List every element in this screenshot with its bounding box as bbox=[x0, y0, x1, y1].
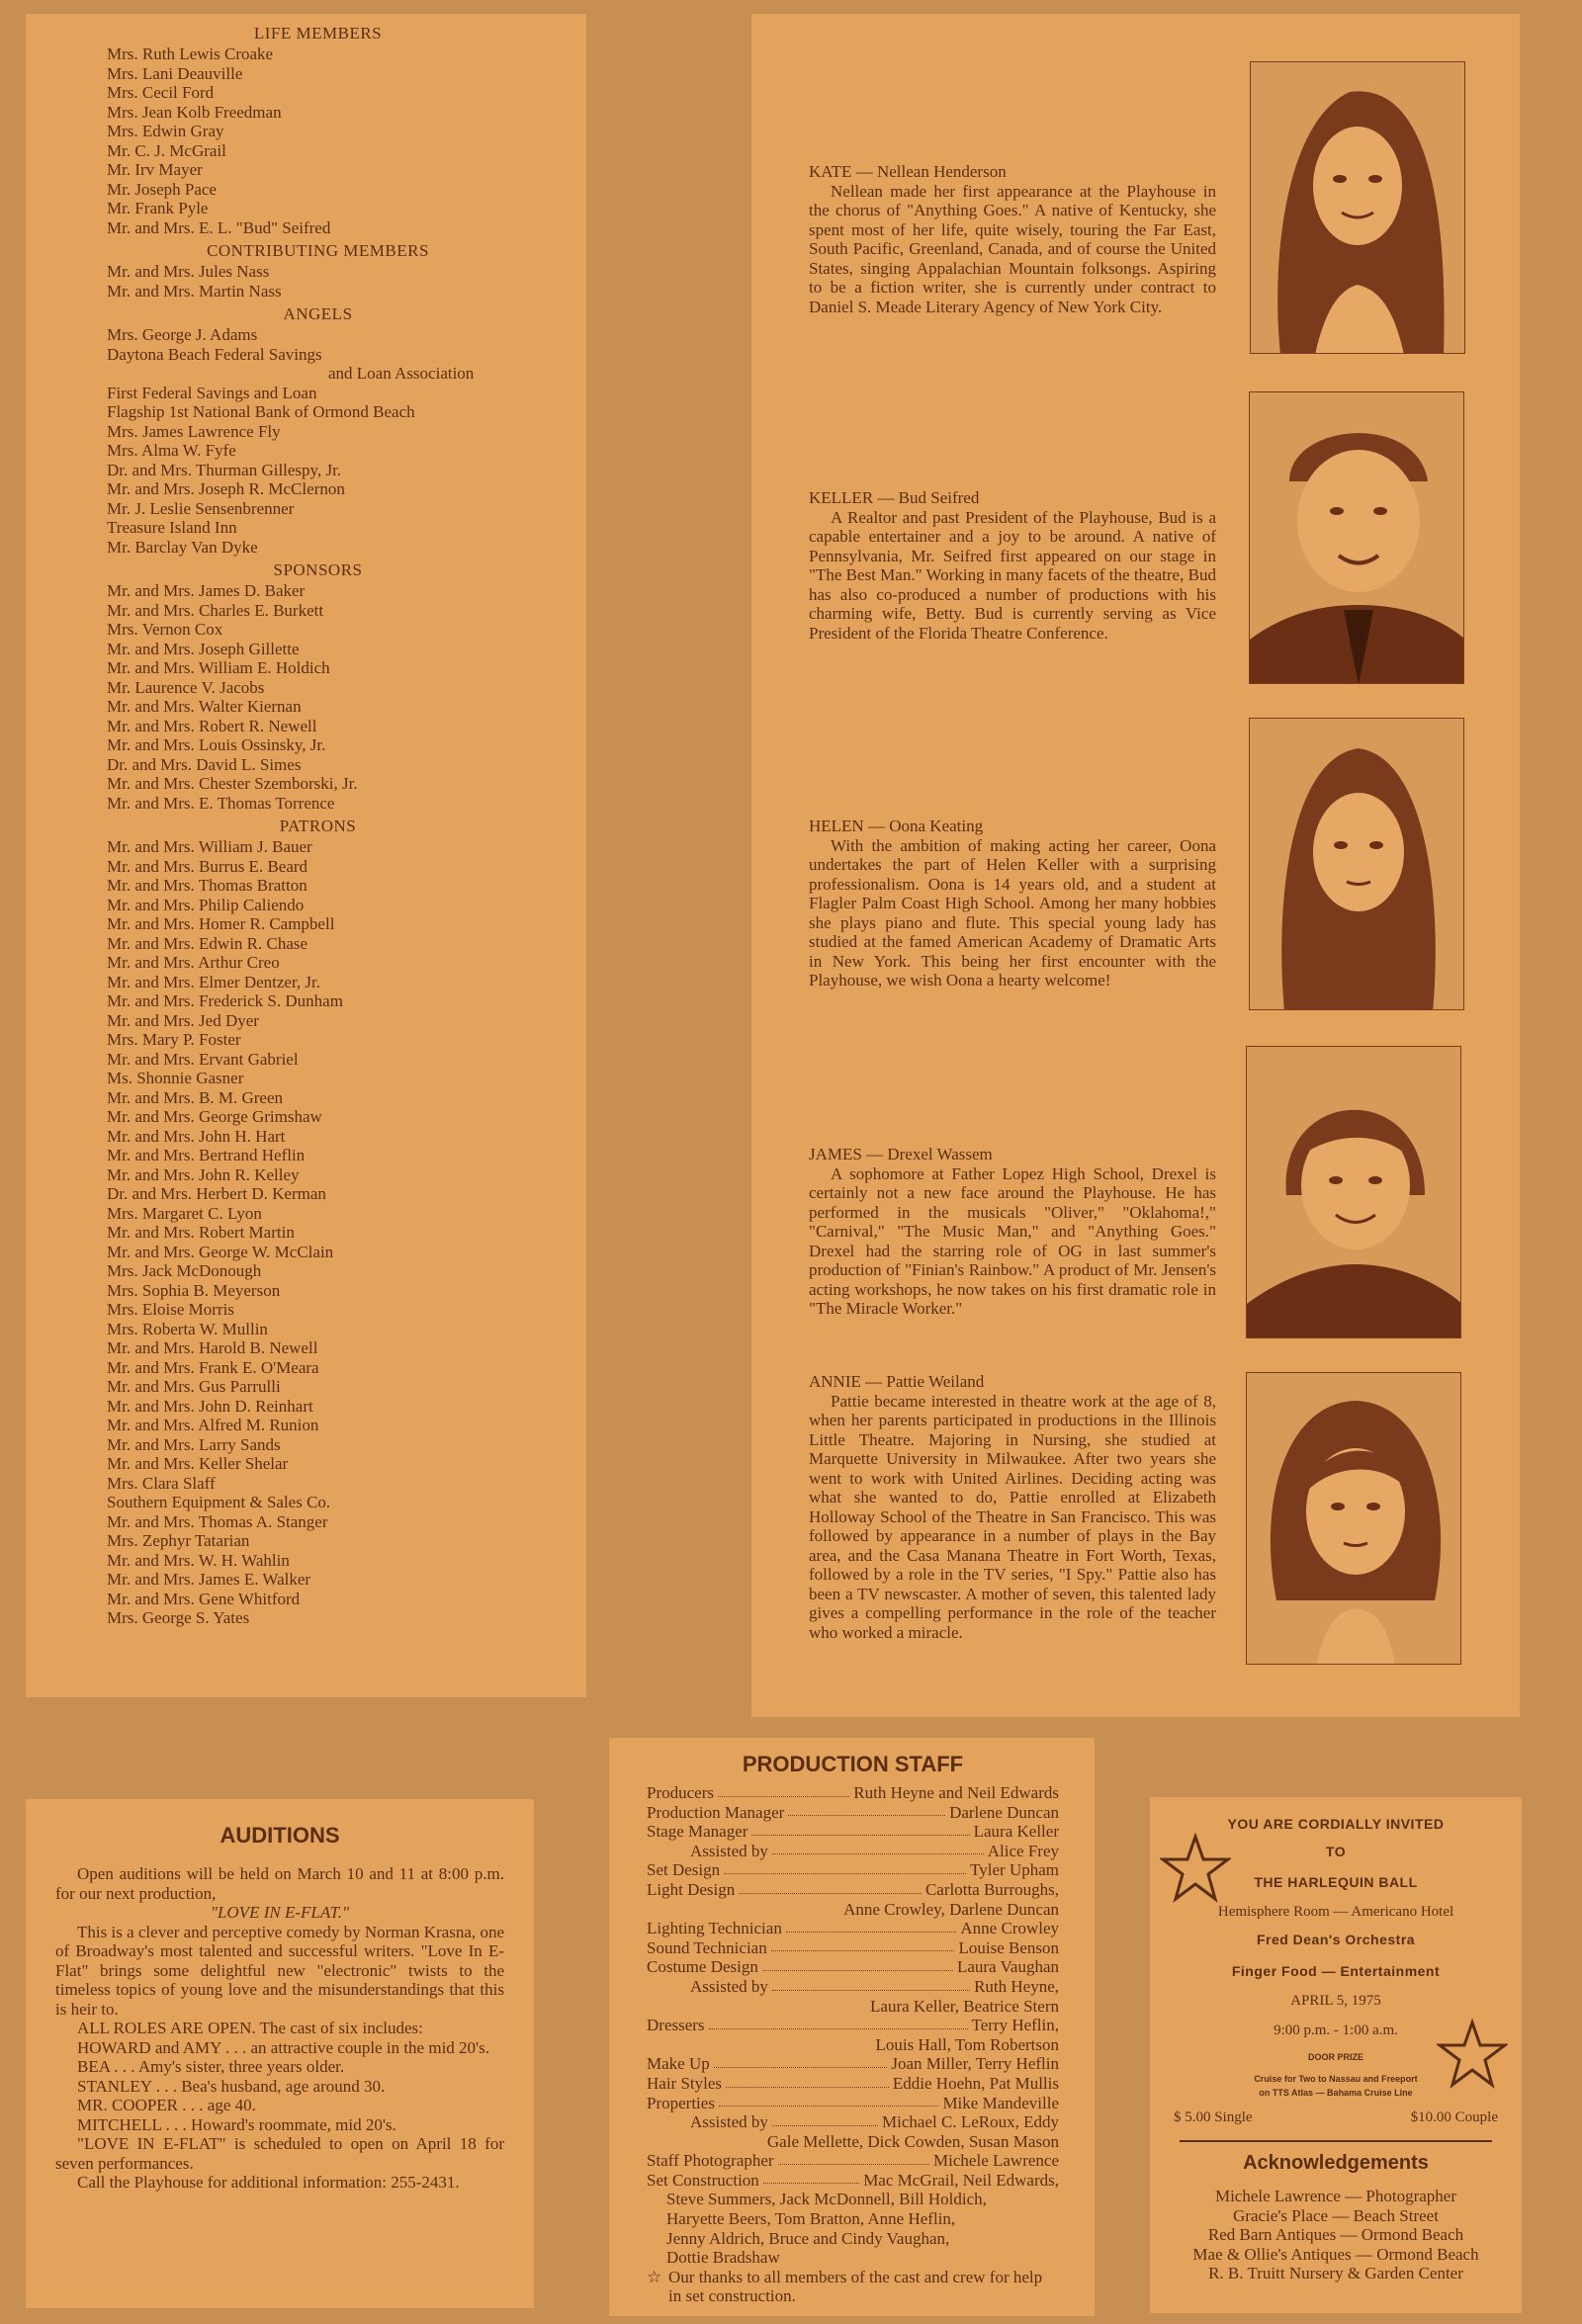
cast-actor: Oona Keating bbox=[889, 817, 984, 835]
member-name: Mr. and Mrs. John R. Kelley bbox=[107, 1164, 300, 1184]
member-name: Mrs. Lani Deauville bbox=[107, 63, 243, 83]
invite-event-name: THE HARLEQUIN BALL bbox=[1254, 1874, 1418, 1890]
dot-leader bbox=[714, 2054, 888, 2068]
member-name: Treasure Island Inn bbox=[107, 518, 237, 537]
member-name: Mrs. Clara Slaff bbox=[107, 1473, 216, 1493]
invite-food: Finger Food — Entertainment bbox=[1231, 1963, 1441, 1979]
dot-leader bbox=[772, 1842, 984, 1855]
cast-bio: Pattie became interested in theatre work at the age of 8, when her parents participated in productions in the Illinois Little Theatre. Majoring in Nursing, she studied at Marquette University in Milwaukee. After two years she went to work with United Airlines. Deciding acting was what she wanted to do, Pattie enrolled at Elizabeth Holloway School of the Theatre in San Francisco. This was followed by appearance in a number of plays in the Bay area, and the Casa Manana Theatre in Fort Worth, Texas, followed by a role in the TV series, "I Spy." Pattie also has been a TV newscaster. A mother of seven, this talented lady gives a compelling performance in the role of the teacher who worked a miracle. bbox=[809, 1391, 1216, 1642]
member-name: Mr. and Mrs. Charles E. Burkett bbox=[107, 600, 324, 620]
member-name: Mrs. Mary P. Foster bbox=[107, 1030, 241, 1049]
member-name: First Federal Savings and Loan bbox=[107, 383, 317, 402]
staff-names: Mac McGrail, Neil Edwards, bbox=[863, 2170, 1059, 2190]
staff-names-continued: Dottie Bradshaw bbox=[666, 2248, 780, 2268]
member-name: Southern Equipment & Sales Co. bbox=[107, 1493, 331, 1511]
staff-row bbox=[647, 1938, 1059, 1958]
staff-row bbox=[647, 1842, 1059, 1861]
staff-thanks-text: Our thanks to all members of the cast and crew for help in set construction. bbox=[668, 2267, 1043, 2306]
cast-entry-keller: KELLER — Bud Seifred A Realtor and past President of the Playhouse, Bud is a capable entertainer and a joy to be around. A native of Pennsylvania, Mr. Seifred first appeared on our stage in "The Best Man." Working in many facets of the theatre, Bud has also co-produced a number of productions with his charming wife, Betty. Bud is currently serving as Vice President of the Florida Theatre Conference. bbox=[809, 488, 1216, 643]
cast-role: HELEN bbox=[809, 817, 864, 835]
staff-names-continued: Haryette Beers, Tom Bratton, Anne Heflin, bbox=[666, 2209, 956, 2229]
invite-date: APRIL 5, 1975 bbox=[1290, 1993, 1381, 2009]
staff-names: Darlene Duncan bbox=[949, 1802, 1059, 1822]
cast-entry-james: JAMES — Drexel Wassem A sophomore at Father Lopez High School, Drexel is certainly not a new face around the Playhouse. He has performed in the musicals "Oliver," "Oklahoma!," "Carnival," "The Music Man," and "Anything Goes." Drexel had the starring role of OG in last summer's production of "Finian's Rainbow." A product of Mr. Jensen's acting workshops, he now takes on his first dramatic role in "The Miracle Worker." bbox=[809, 1145, 1216, 1318]
staff-names-continued: Steve Summers, Jack McDonnell, Bill Holdich, bbox=[666, 2190, 987, 2209]
section-title: SPONSORS bbox=[273, 560, 363, 579]
member-name: and Loan Association bbox=[328, 364, 475, 383]
member-name: Mr. J. Leslie Sensenbrenner bbox=[107, 498, 295, 518]
staff-thanks bbox=[647, 2268, 1059, 2306]
auditions-play-title: "LOVE IN E-FLAT." bbox=[210, 1903, 350, 1922]
production-staff-panel bbox=[609, 1738, 1095, 2316]
dot-leader bbox=[762, 1957, 953, 1971]
staff-names: Carlotta Burroughs, bbox=[924, 1879, 1059, 1899]
member-name: Mr. and Mrs. B. M. Green bbox=[107, 1087, 284, 1107]
auditions-panel bbox=[26, 1799, 534, 2308]
auditions-schedule: "LOVE IN E-FLAT" is scheduled to open on April 18 for seven performances. bbox=[55, 2134, 504, 2173]
portrait-image bbox=[1250, 719, 1464, 1010]
star-bullet-icon: ☆ bbox=[647, 2267, 662, 2286]
member-name: Mr. and Mrs. Martin Nass bbox=[107, 281, 282, 301]
invite-venue: Hemisphere Room — Americano Hotel bbox=[1217, 1904, 1454, 1920]
auditions-contact: Call the Playhouse for additional information: 255-2431. bbox=[77, 2173, 460, 2192]
member-name: Mr. and Mrs. Harold B. Newell bbox=[107, 1338, 318, 1357]
dot-leader bbox=[751, 1822, 969, 1836]
staff-names-continued: Gale Mellette, Dick Cowden, Susan Mason bbox=[766, 2131, 1059, 2151]
staff-row bbox=[647, 2112, 1059, 2132]
portrait-image bbox=[1247, 1047, 1461, 1338]
acknowledgement-item: Mae & Ollie's Antiques — Ormond Beach bbox=[1192, 2244, 1479, 2264]
member-name: Mrs. Ruth Lewis Croake bbox=[107, 44, 274, 63]
dot-leader bbox=[718, 1783, 849, 1797]
member-name: Mrs. James Lawrence Fly bbox=[107, 421, 281, 441]
auditions-title: AUDITIONS bbox=[220, 1823, 340, 1848]
staff-role: Dressers bbox=[647, 2016, 705, 2035]
member-name: Mr. and Mrs. John D. Reinhart bbox=[107, 1396, 313, 1416]
staff-role: Set Construction bbox=[647, 2170, 759, 2190]
section-title: CONTRIBUTING MEMBERS bbox=[207, 241, 429, 260]
staff-role: Make Up bbox=[647, 2054, 710, 2074]
staff-names-continued: Laura Keller, Beatrice Stern bbox=[870, 1996, 1059, 2016]
dot-leader bbox=[772, 2112, 878, 2126]
audition-role: BEA . . . Amy's sister, three years older. bbox=[77, 2057, 345, 2076]
dot-leader bbox=[726, 2074, 889, 2088]
actor-photo-keller bbox=[1249, 391, 1464, 684]
dot-leader bbox=[778, 2151, 929, 2165]
staff-row bbox=[647, 1860, 1059, 1880]
dot-leader bbox=[724, 1860, 966, 1874]
staff-title: PRODUCTION STAFF bbox=[742, 1752, 964, 1776]
door-prize-line-2: on TTS Atlas — Bahama Cruise Line bbox=[1259, 2088, 1413, 2098]
member-name: Mr. Laurence V. Jacobs bbox=[107, 677, 265, 697]
member-name: Mr. and Mrs. Ervant Gabriel bbox=[107, 1049, 299, 1069]
auditions-description: This is a clever and perceptive comedy by Norman Krasna, one of Broadway's most talented and successful writers. "Love In E-Flat" brings some delightful new "electronic" twists to the timeless topics of young love and the misunderstandings that this is heir to. bbox=[55, 1922, 504, 2019]
staff-role: Assisted by bbox=[690, 2112, 768, 2132]
member-name: Mrs. Jack McDonough bbox=[107, 1261, 262, 1280]
audition-role: MR. COOPER . . . age 40. bbox=[77, 2096, 256, 2114]
member-name: Mr. and Mrs. Robert R. Newell bbox=[107, 716, 317, 735]
member-name: Mrs. Vernon Cox bbox=[107, 620, 223, 639]
member-name: Mr. and Mrs. Joseph Gillette bbox=[107, 639, 300, 658]
cast-entry-annie: ANNIE — Pattie Weiland Pattie became interested in theatre work at the age of 8, when her parents participated in productions in the Illinois Little Theatre. Majoring in Nursing, she studied at Marquette University in Milwaukee. After two years she went to work with United Airlines. Deciding acting was what she wanted to do, Pattie enrolled at Elizabeth Holloway School of the Theatre in San Francisco. This was followed by appearance in a number of plays in the Bay area, and the Casa Manana Theatre in Fort Worth, Texas, followed by a role in the TV series, "I Spy." Pattie also has been a TV newscaster. A mother of seven, this talented lady gives a compelling performance in the role of the teacher who worked a miracle. bbox=[809, 1372, 1216, 1642]
member-name: Mr. and Mrs. James D. Baker bbox=[107, 581, 306, 600]
acknowledgement-item: Red Barn Antiques — Ormond Beach bbox=[1207, 2225, 1464, 2244]
cast-actor: Bud Seifred bbox=[898, 488, 980, 507]
member-name: Mrs. Eloise Morris bbox=[107, 1300, 234, 1319]
member-name: Mr. and Mrs. Chester Szemborski, Jr. bbox=[107, 774, 358, 793]
staff-row bbox=[647, 1783, 1059, 1803]
staff-role: Set Design bbox=[647, 1860, 721, 1880]
cast-role: KATE bbox=[809, 162, 852, 181]
dot-leader bbox=[772, 1977, 970, 1991]
dot-leader bbox=[771, 1938, 955, 1952]
portrait-image bbox=[1251, 62, 1465, 354]
acknowledgement-item: Gracie's Place — Beach Street bbox=[1233, 2205, 1439, 2225]
staff-row bbox=[647, 2054, 1059, 2074]
member-name: Mrs. George S. Yates bbox=[107, 1608, 250, 1627]
member-name: Mr. and Mrs. Jules Nass bbox=[107, 262, 270, 281]
portrait-image bbox=[1250, 392, 1464, 684]
invite-time: 9:00 p.m. - 1:00 a.m. bbox=[1274, 2023, 1398, 2038]
member-name: Mr. and Mrs. Edwin R. Chase bbox=[107, 933, 308, 953]
staff-names: Laura Vaughan bbox=[956, 1957, 1059, 1977]
member-name: Mrs. George J. Adams bbox=[107, 325, 258, 344]
members-panel bbox=[26, 14, 586, 1697]
acknowledgements-list bbox=[1170, 2187, 1502, 2283]
staff-row bbox=[647, 1977, 1059, 1997]
divider bbox=[1180, 2140, 1492, 2142]
member-name: Mr. and Mrs. Frederick S. Dunham bbox=[107, 991, 343, 1010]
staff-names-continued: Jenny Aldrich, Bruce and Cindy Vaughan, bbox=[666, 2228, 950, 2248]
member-name: Mr. and Mrs. Philip Caliendo bbox=[107, 895, 305, 914]
acknowledgements-title: Acknowledgements bbox=[1243, 2152, 1429, 2174]
member-name: Mr. and Mrs. W. H. Wahlin bbox=[107, 1550, 290, 1570]
cast-bio: With the ambition of making acting her career, Oona undertakes the part of Helen Keller with a surprising professionalism. Oona is 14 years old, and a student at Flagler Palm Coast High School. Among her many hobbies she plays piano and flute. This special young lady has studied at the famed American Academy of Dramatic Arts in New York. This being her first encounter with the Playhouse, we wish Oona a hearty welcome! bbox=[809, 835, 1216, 990]
staff-row bbox=[647, 2151, 1059, 2171]
member-name: Mr. and Mrs. Gene Whitford bbox=[107, 1589, 301, 1608]
auditions-open-roles: ALL ROLES ARE OPEN. The cast of six includes: bbox=[77, 2019, 423, 2037]
dot-leader bbox=[719, 2094, 939, 2108]
staff-role: Light Design bbox=[647, 1879, 736, 1899]
staff-row bbox=[647, 1880, 1059, 1900]
member-name: Mrs. Cecil Ford bbox=[107, 83, 215, 102]
member-name: Mrs. Zephyr Tatarian bbox=[107, 1531, 250, 1550]
staff-names: Michele Lawrence bbox=[933, 2151, 1059, 2171]
staff-role: Lighting Technician bbox=[647, 1919, 782, 1938]
member-name: Mr. Frank Pyle bbox=[107, 199, 209, 217]
dot-leader bbox=[788, 1803, 945, 1817]
staff-role: Sound Technician bbox=[647, 1937, 767, 1957]
staff-row bbox=[647, 1957, 1059, 1977]
cast-role: JAMES bbox=[809, 1145, 862, 1163]
member-name: Mr. and Mrs. Elmer Dentzer, Jr. bbox=[107, 972, 321, 991]
member-name: Mr. Barclay Van Dyke bbox=[107, 537, 258, 557]
member-name: Mr. and Mrs. Thomas Bratton bbox=[107, 876, 308, 895]
audition-role: MITCHELL . . . Howard's roommate, mid 20's. bbox=[77, 2114, 396, 2134]
actor-photo-kate bbox=[1250, 61, 1465, 354]
member-name: Dr. and Mrs. Herbert D. Kerman bbox=[107, 1184, 326, 1203]
member-name: Mr. and Mrs. John H. Hart bbox=[107, 1126, 286, 1146]
staff-role: Costume Design bbox=[647, 1957, 758, 1977]
member-name: Mrs. Jean Kolb Freedman bbox=[107, 102, 282, 122]
dot-leader bbox=[709, 2016, 968, 2029]
staff-names: Mike Mandeville bbox=[942, 2093, 1059, 2112]
staff-names-continued: Anne Crowley, Darlene Duncan bbox=[843, 1899, 1059, 1919]
cast-actor: Drexel Wassem bbox=[887, 1145, 993, 1163]
staff-names: Michael C. LeRoux, Eddy bbox=[882, 2112, 1059, 2132]
staff-row bbox=[647, 2094, 1059, 2113]
member-name: Mr. and Mrs. Thomas A. Stanger bbox=[107, 1511, 328, 1531]
dot-leader bbox=[786, 1919, 957, 1933]
member-name: Mr. Irv Mayer bbox=[107, 160, 203, 179]
price-single: $ 5.00 Single bbox=[1174, 2109, 1253, 2125]
actor-photo-helen bbox=[1249, 718, 1464, 1010]
member-name: Mrs. Edwin Gray bbox=[107, 122, 224, 140]
member-name: Mr. and Mrs. Larry Sands bbox=[107, 1434, 281, 1454]
cast-entry-helen: HELEN — Oona Keating With the ambition of making acting her career, Oona undertakes the part of Helen Keller with a surprising professionalism. Oona is 14 years old, and a student at Flagler Palm Coast High School. Among her many hobbies she plays piano and flute. This special young lady has studied at the famed American Academy of Dramatic Arts in New York. This being her first encounter with the Playhouse, we wish Oona a hearty welcome! bbox=[809, 817, 1216, 990]
star-outline-icon bbox=[1160, 1833, 1231, 1904]
staff-row bbox=[647, 2074, 1059, 2094]
staff-names: Terry Heflin, bbox=[971, 2016, 1059, 2035]
audition-role: STANLEY . . . Bea's husband, age around 30. bbox=[77, 2076, 386, 2096]
staff-row bbox=[647, 1822, 1059, 1842]
member-name: Mr. and Mrs. Alfred M. Runion bbox=[107, 1416, 319, 1434]
member-name: Mr. and Mrs. James E. Walker bbox=[107, 1570, 311, 1589]
door-prize-line-1: Cruise for Two to Nassau and Freeport bbox=[1254, 2074, 1418, 2084]
invite-line-2: TO bbox=[1325, 1844, 1347, 1859]
invite-line-1: YOU ARE CORDIALLY INVITED bbox=[1227, 1816, 1445, 1832]
member-name: Mr. and Mrs. Louis Ossinsky, Jr. bbox=[107, 735, 326, 754]
staff-role: Assisted by bbox=[690, 1841, 768, 1860]
member-name: Mr. and Mrs. Joseph R. McClernon bbox=[107, 479, 345, 498]
member-name: Mr. C. J. McGrail bbox=[107, 140, 226, 160]
member-name: Mr. and Mrs. George Grimshaw bbox=[107, 1107, 322, 1126]
member-name: Mr. and Mrs. William E. Holdich bbox=[107, 658, 330, 677]
staff-role: Staff Photographer bbox=[647, 2151, 774, 2171]
staff-names: Ruth Heyne and Neil Edwards bbox=[853, 1783, 1059, 1802]
staff-names: Alice Frey bbox=[987, 1841, 1059, 1860]
member-name: Mr. and Mrs. Keller Shelar bbox=[107, 1454, 289, 1473]
staff-names: Joan Miller, Terry Heflin bbox=[891, 2054, 1059, 2074]
staff-names: Louise Benson bbox=[958, 1937, 1059, 1957]
staff-row bbox=[647, 1803, 1059, 1823]
member-name: Mr. and Mrs. Burrus E. Beard bbox=[107, 856, 308, 876]
door-prize-title: DOOR PRIZE bbox=[1307, 2052, 1363, 2062]
section-title: PATRONS bbox=[279, 817, 357, 835]
member-name: Mr. and Mrs. Frank E. O'Meara bbox=[107, 1357, 319, 1377]
member-name: Dr. and Mrs. Thurman Gillespy, Jr. bbox=[107, 460, 342, 479]
member-name: Ms. Shonnie Gasner bbox=[107, 1069, 244, 1087]
section-title: LIFE MEMBERS bbox=[253, 24, 383, 43]
harlequin-ball-panel bbox=[1150, 1797, 1522, 2313]
cast-role: ANNIE bbox=[809, 1372, 861, 1391]
dot-leader bbox=[739, 1880, 922, 1894]
member-name: Mr. and Mrs. Gus Parrulli bbox=[107, 1377, 281, 1396]
member-name: Dr. and Mrs. David L. Simes bbox=[107, 754, 302, 774]
actor-photo-annie bbox=[1246, 1372, 1461, 1665]
cast-bio: A sophomore at Father Lopez High School, Drexel is certainly not a new face around the Playhouse. He has performed in the musicals "Oliver," "Oklahoma!," "Carnival," "The Music Man," and "Anything Goes." Drexel had the starring role of OG in last summer's production of "Finian's Rainbow." A product of Mr. Jensen's acting workshops, he now takes on his first dramatic role in "The Miracle Worker." bbox=[809, 1163, 1216, 1318]
actor-photo-james bbox=[1246, 1046, 1461, 1338]
member-name: Daytona Beach Federal Savings bbox=[107, 344, 322, 364]
member-name: Mr. and Mrs. E. Thomas Torrence bbox=[107, 793, 335, 813]
staff-names: Anne Crowley bbox=[960, 1919, 1059, 1938]
staff-role: Properties bbox=[647, 2093, 715, 2112]
staff-names: Laura Keller bbox=[973, 1822, 1059, 1842]
staff-role: Hair Styles bbox=[647, 2073, 723, 2093]
member-name: Mr. and Mrs. E. L. "Bud" Seifred bbox=[107, 217, 331, 237]
cast-role: KELLER bbox=[809, 488, 874, 507]
staff-role: Producers bbox=[647, 1783, 714, 1802]
staff-names-continued: Louis Hall, Tom Robertson bbox=[875, 2034, 1059, 2054]
member-name: Mr. and Mrs. Homer R. Campbell bbox=[107, 914, 335, 933]
member-name: Flagship 1st National Bank of Ormond Beach bbox=[107, 402, 415, 421]
dot-leader bbox=[763, 2171, 859, 2185]
cast-bio: Nellean made her first appearance at the Playhouse in the chorus of "Anything Goes." A native of Kentucky, she spent most of her life, quite wisely, touring the Far East, South Pacific, Greenland, Canada, and of course the United States, singing Appalachian Mountain folksongs. Aspiring to be a fiction writer, she is currently under contract to Daniel S. Meade Literary Agency of New York City. bbox=[809, 181, 1216, 316]
staff-role: Assisted by bbox=[690, 1976, 768, 1996]
staff-row bbox=[647, 1919, 1059, 1938]
staff-role: Stage Manager bbox=[647, 1822, 748, 1842]
invite-orchestra: Fred Dean's Orchestra bbox=[1256, 1932, 1416, 1947]
staff-row bbox=[647, 2171, 1059, 2191]
member-name: Mr. and Mrs. William J. Bauer bbox=[107, 837, 312, 856]
member-name: Mr. and Mrs. Robert Martin bbox=[107, 1223, 295, 1242]
auditions-intro: Open auditions will be held on March 10 and 11 at 8:00 p.m. for our next production, bbox=[55, 1864, 504, 1903]
ticket-prices bbox=[1170, 2109, 1502, 2126]
member-name: Mr. and Mrs. Arthur Creo bbox=[107, 953, 280, 972]
section-title: ANGELS bbox=[283, 304, 353, 323]
staff-row bbox=[647, 2016, 1059, 2035]
member-name: Mrs. Margaret C. Lyon bbox=[107, 1203, 262, 1223]
staff-list bbox=[647, 1783, 1059, 2268]
staff-names: Tyler Upham bbox=[970, 1860, 1059, 1880]
cast-bio: A Realtor and past President of the Playhouse, Bud is a capable entertainer and a joy to be around. A native of Pennsylvania, Mr. Seifred first appeared on our stage in "The Best Man." Working in many facets of the theatre, Bud has also co-produced a number of productions with his charming wife, Betty. Bud is currently serving as Vice President of the Florida Theatre Conference. bbox=[809, 507, 1216, 643]
price-couple: $10.00 Couple bbox=[1410, 2109, 1498, 2125]
member-name: Mr. Joseph Pace bbox=[107, 179, 217, 199]
member-name: Mr. and Mrs. Walter Kiernan bbox=[107, 697, 302, 716]
acknowledgement-item: Michele Lawrence — Photographer bbox=[1214, 2187, 1457, 2205]
cast-actor: Pattie Weiland bbox=[886, 1372, 985, 1391]
member-name: Mrs. Roberta W. Mullin bbox=[107, 1319, 268, 1338]
acknowledgement-item: R. B. Truitt Nursery & Garden Center bbox=[1208, 2264, 1463, 2282]
star-outline-icon bbox=[1437, 2019, 1508, 2090]
portrait-image bbox=[1247, 1373, 1461, 1665]
cast-panel bbox=[751, 14, 1520, 1717]
staff-role: Production Manager bbox=[647, 1802, 785, 1822]
member-name: Mr. and Mrs. George W. McClain bbox=[107, 1242, 334, 1261]
audition-role: HOWARD and AMY . . . an attractive couple in the mid 20's. bbox=[77, 2037, 489, 2057]
member-name: Mrs. Sophia B. Meyerson bbox=[107, 1280, 281, 1300]
cast-entry-kate: KATE — Nellean Henderson Nellean made her first appearance at the Playhouse in the chorus of "Anything Goes." A native of Kentucky, she spent most of her life, quite wisely, touring the Far East, South Pacific, Greenland, Canada, and of course the United States, singing Appalachian Mountain folksongs. Aspiring to be a fiction writer, she is currently under contract to Daniel S. Meade Literary Agency of New York City. bbox=[809, 162, 1216, 316]
cast-actor: Nellean Henderson bbox=[876, 162, 1007, 181]
member-name: Mr. and Mrs. Bertrand Heflin bbox=[107, 1146, 306, 1164]
staff-names: Ruth Heyne, bbox=[974, 1976, 1059, 1996]
staff-names: Eddie Hoehn, Pat Mullis bbox=[892, 2073, 1059, 2093]
member-name: Mr. and Mrs. Jed Dyer bbox=[107, 1010, 259, 1030]
member-name: Mrs. Alma W. Fyfe bbox=[107, 441, 236, 460]
